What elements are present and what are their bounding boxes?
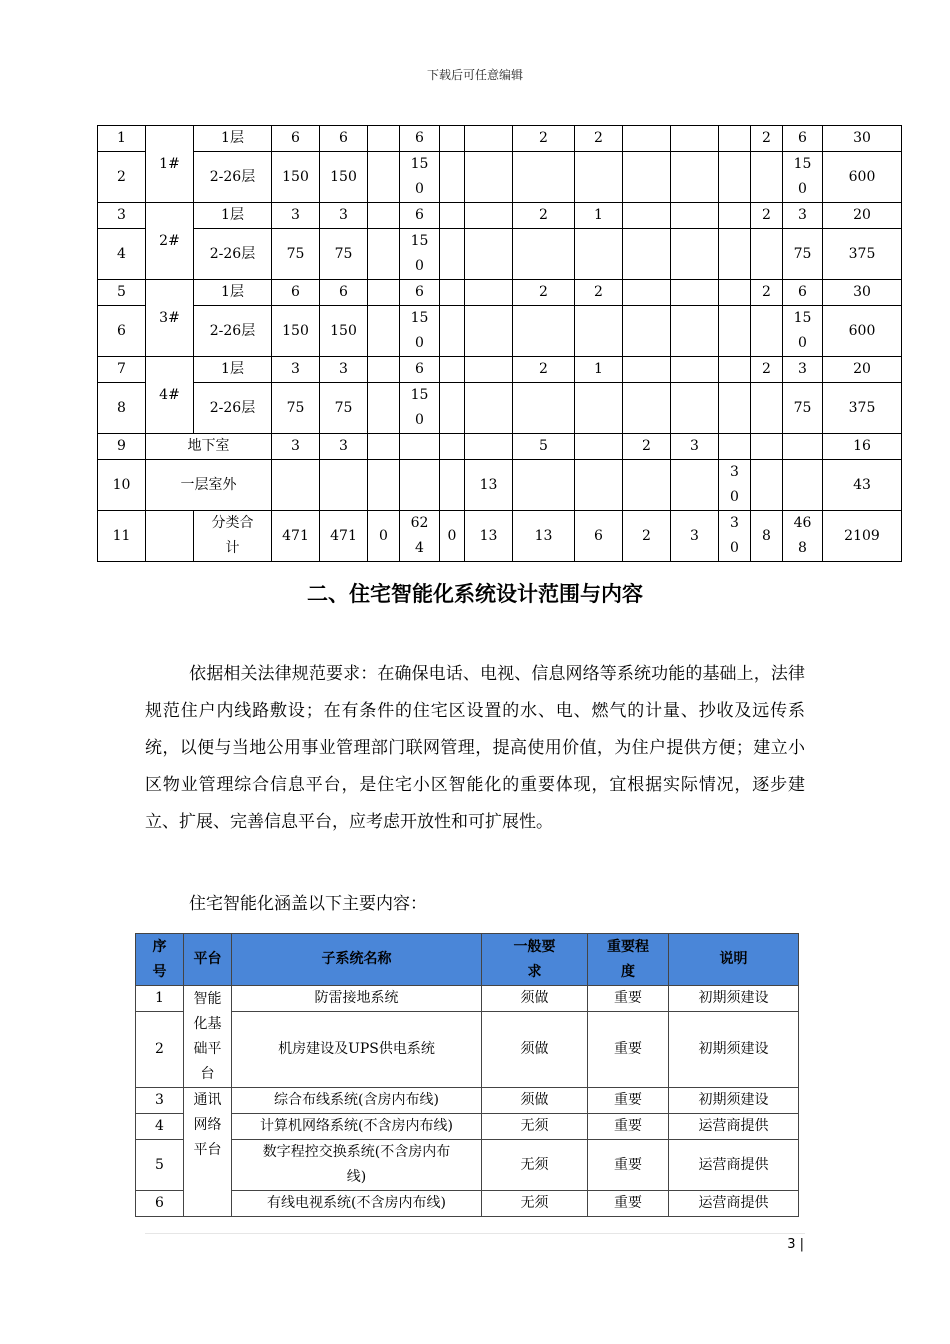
count-cell bbox=[465, 357, 513, 383]
count-cell: 6 bbox=[272, 126, 320, 152]
count-cell bbox=[719, 126, 751, 152]
intro-paragraph bbox=[145, 886, 805, 923]
count-cell: 3 bbox=[320, 357, 368, 383]
footer-divider bbox=[145, 1233, 805, 1234]
count-cell: 15 0 bbox=[400, 306, 440, 357]
row-number-cell: 5 bbox=[136, 1140, 184, 1191]
importance-cell: 重要 bbox=[588, 1114, 669, 1140]
table-row bbox=[98, 306, 902, 357]
count-cell: 62 4 bbox=[400, 511, 440, 562]
count-cell: 2 bbox=[751, 203, 783, 229]
count-cell: 2 bbox=[513, 126, 575, 152]
count-cell: 3 0 bbox=[719, 511, 751, 562]
count-cell: 0 bbox=[368, 511, 400, 562]
count-cell bbox=[465, 383, 513, 434]
count-cell: 13 bbox=[465, 511, 513, 562]
requirement-cell: 须做 bbox=[482, 986, 588, 1012]
count-cell bbox=[751, 306, 783, 357]
count-cell bbox=[623, 203, 671, 229]
count-cell bbox=[465, 229, 513, 280]
count-cell bbox=[575, 229, 623, 280]
subsystem-name-cell: 有线电视系统(不含房内布线) bbox=[232, 1191, 482, 1217]
total-cell: 30 bbox=[823, 280, 902, 306]
column-header: 平台 bbox=[184, 934, 232, 986]
count-cell bbox=[368, 357, 400, 383]
count-cell: 6 bbox=[400, 203, 440, 229]
count-cell: 2 bbox=[513, 280, 575, 306]
count-cell bbox=[400, 434, 440, 460]
table-row bbox=[98, 460, 902, 511]
count-cell bbox=[440, 460, 465, 511]
count-cell bbox=[465, 306, 513, 357]
count-cell bbox=[671, 229, 719, 280]
count-cell bbox=[440, 434, 465, 460]
count-cell: 2 bbox=[575, 126, 623, 152]
count-cell: 0 bbox=[440, 511, 465, 562]
count-cell bbox=[368, 229, 400, 280]
floor-cell: 1层 bbox=[194, 280, 272, 306]
note-cell: 运营商提供 bbox=[669, 1191, 799, 1217]
count-cell bbox=[623, 152, 671, 203]
count-cell: 2 bbox=[623, 511, 671, 562]
count-cell bbox=[368, 203, 400, 229]
count-cell: 3 bbox=[272, 203, 320, 229]
row-number-cell: 8 bbox=[98, 383, 146, 434]
count-cell bbox=[719, 152, 751, 203]
count-cell: 6 bbox=[575, 511, 623, 562]
row-number-cell: 5 bbox=[98, 280, 146, 306]
count-cell bbox=[513, 152, 575, 203]
count-cell bbox=[440, 357, 465, 383]
count-cell bbox=[671, 203, 719, 229]
count-cell bbox=[671, 126, 719, 152]
table-row bbox=[136, 1191, 799, 1217]
count-cell: 75 bbox=[272, 383, 320, 434]
paragraph-text: 住宅智能化涵盖以下主要内容： bbox=[189, 894, 427, 914]
total-cell: 20 bbox=[823, 357, 902, 383]
count-cell: 3 bbox=[272, 434, 320, 460]
row-number-cell: 4 bbox=[136, 1114, 184, 1140]
body-paragraph bbox=[145, 656, 805, 841]
equipment-count-table bbox=[97, 125, 902, 562]
floor-cell: 1层 bbox=[194, 203, 272, 229]
total-cell: 2109 bbox=[823, 511, 902, 562]
total-cell: 20 bbox=[823, 203, 902, 229]
count-cell: 15 0 bbox=[400, 383, 440, 434]
column-header: 重要程 度 bbox=[588, 934, 669, 986]
count-cell bbox=[272, 460, 320, 511]
count-cell bbox=[513, 229, 575, 280]
table-row bbox=[98, 152, 902, 203]
count-cell: 75 bbox=[272, 229, 320, 280]
table-row bbox=[98, 280, 902, 306]
count-cell: 46 8 bbox=[783, 511, 823, 562]
subsystem-name-cell: 综合布线系统(含房内布线) bbox=[232, 1088, 482, 1114]
count-cell: 2 bbox=[751, 280, 783, 306]
count-cell bbox=[368, 126, 400, 152]
row-number-cell: 7 bbox=[98, 357, 146, 383]
count-cell: 6 bbox=[320, 280, 368, 306]
count-cell bbox=[513, 460, 575, 511]
count-cell bbox=[751, 229, 783, 280]
subsystem-table bbox=[135, 933, 799, 1217]
count-cell: 6 bbox=[783, 126, 823, 152]
count-cell bbox=[465, 434, 513, 460]
count-cell bbox=[751, 383, 783, 434]
count-cell bbox=[623, 357, 671, 383]
note-cell: 运营商提供 bbox=[669, 1140, 799, 1191]
total-cell: 43 bbox=[823, 460, 902, 511]
count-cell: 15 0 bbox=[783, 306, 823, 357]
note-cell: 初期须建设 bbox=[669, 986, 799, 1012]
count-cell bbox=[623, 126, 671, 152]
row-number-cell: 6 bbox=[136, 1191, 184, 1217]
note-cell: 运营商提供 bbox=[669, 1114, 799, 1140]
count-cell bbox=[513, 306, 575, 357]
table-row bbox=[98, 383, 902, 434]
count-cell: 6 bbox=[400, 126, 440, 152]
floor-cell: 1层 bbox=[194, 126, 272, 152]
row-number-cell: 1 bbox=[136, 986, 184, 1012]
importance-cell: 重要 bbox=[588, 986, 669, 1012]
requirement-cell: 无须 bbox=[482, 1114, 588, 1140]
count-cell bbox=[465, 203, 513, 229]
count-cell: 3 bbox=[783, 203, 823, 229]
subsystem-name-cell: 防雷接地系统 bbox=[232, 986, 482, 1012]
subsystem-name-cell: 计算机网络系统(不含房内布线) bbox=[232, 1114, 482, 1140]
importance-cell: 重要 bbox=[588, 1088, 669, 1114]
column-header: 一般要 求 bbox=[482, 934, 588, 986]
importance-cell: 重要 bbox=[588, 1191, 669, 1217]
table-row bbox=[98, 357, 902, 383]
count-cell: 3 bbox=[671, 434, 719, 460]
table-header-row bbox=[136, 934, 799, 986]
count-cell bbox=[400, 460, 440, 511]
building-cell: 2# bbox=[146, 203, 194, 280]
count-cell bbox=[440, 152, 465, 203]
location-cell: 地下室 bbox=[146, 434, 272, 460]
count-cell: 471 bbox=[272, 511, 320, 562]
count-cell: 5 bbox=[513, 434, 575, 460]
count-cell bbox=[368, 434, 400, 460]
total-cell: 375 bbox=[823, 383, 902, 434]
column-header: 序 号 bbox=[136, 934, 184, 986]
count-cell bbox=[671, 383, 719, 434]
table-row bbox=[136, 1012, 799, 1088]
count-cell bbox=[623, 383, 671, 434]
count-cell: 6 bbox=[783, 280, 823, 306]
count-cell bbox=[440, 280, 465, 306]
floor-cell: 2-26层 bbox=[194, 229, 272, 280]
section-title: 二、住宅智能化系统设计范围与内容 bbox=[307, 582, 643, 606]
location-cell: 一层室外 bbox=[146, 460, 272, 511]
count-cell: 6 bbox=[320, 126, 368, 152]
count-cell bbox=[783, 460, 823, 511]
count-cell bbox=[368, 460, 400, 511]
count-cell bbox=[575, 383, 623, 434]
count-cell: 6 bbox=[400, 280, 440, 306]
count-cell: 6 bbox=[400, 357, 440, 383]
count-cell bbox=[368, 306, 400, 357]
count-cell bbox=[440, 126, 465, 152]
count-cell: 150 bbox=[272, 306, 320, 357]
count-cell bbox=[719, 383, 751, 434]
count-cell bbox=[623, 280, 671, 306]
row-number-cell: 2 bbox=[136, 1012, 184, 1088]
row-number-cell: 9 bbox=[98, 434, 146, 460]
count-cell bbox=[440, 383, 465, 434]
count-cell bbox=[671, 152, 719, 203]
count-cell bbox=[751, 460, 783, 511]
count-cell: 2 bbox=[513, 357, 575, 383]
count-cell bbox=[368, 280, 400, 306]
count-cell: 3 bbox=[671, 511, 719, 562]
subsystem-name-cell: 机房建设及UPS供电系统 bbox=[232, 1012, 482, 1088]
table-row bbox=[136, 1088, 799, 1114]
count-cell: 2 bbox=[513, 203, 575, 229]
count-cell: 75 bbox=[783, 383, 823, 434]
table-row bbox=[98, 434, 902, 460]
count-cell: 3 bbox=[783, 357, 823, 383]
count-cell: 150 bbox=[272, 152, 320, 203]
count-cell bbox=[623, 229, 671, 280]
floor-cell: 2-26层 bbox=[194, 306, 272, 357]
count-cell bbox=[465, 280, 513, 306]
note-cell: 初期须建设 bbox=[669, 1088, 799, 1114]
count-cell bbox=[440, 203, 465, 229]
table-row bbox=[98, 229, 902, 280]
count-cell bbox=[783, 434, 823, 460]
count-cell bbox=[623, 460, 671, 511]
subsystem-name-cell: 数字程控交换系统(不含房内布 线) bbox=[232, 1140, 482, 1191]
count-cell bbox=[575, 460, 623, 511]
count-cell bbox=[671, 460, 719, 511]
count-cell bbox=[719, 280, 751, 306]
importance-cell: 重要 bbox=[588, 1140, 669, 1191]
total-cell: 375 bbox=[823, 229, 902, 280]
importance-cell: 重要 bbox=[588, 1012, 669, 1088]
count-cell: 13 bbox=[465, 460, 513, 511]
count-cell bbox=[320, 460, 368, 511]
count-cell: 1 bbox=[575, 203, 623, 229]
count-cell: 75 bbox=[320, 229, 368, 280]
requirement-cell: 须做 bbox=[482, 1088, 588, 1114]
count-cell: 75 bbox=[320, 383, 368, 434]
count-cell bbox=[440, 229, 465, 280]
floor-cell: 2-26层 bbox=[194, 152, 272, 203]
count-cell: 15 0 bbox=[783, 152, 823, 203]
requirement-cell: 无须 bbox=[482, 1191, 588, 1217]
count-cell bbox=[719, 203, 751, 229]
count-cell: 2 bbox=[751, 126, 783, 152]
count-cell bbox=[465, 126, 513, 152]
table-row bbox=[136, 986, 799, 1012]
count-cell bbox=[671, 357, 719, 383]
building-cell: 4# bbox=[146, 357, 194, 434]
count-cell: 75 bbox=[783, 229, 823, 280]
count-cell bbox=[465, 152, 513, 203]
row-number-cell: 11 bbox=[98, 511, 146, 562]
count-cell bbox=[440, 306, 465, 357]
table-row bbox=[98, 126, 902, 152]
table-row bbox=[136, 1140, 799, 1191]
count-cell: 150 bbox=[320, 306, 368, 357]
count-cell: 13 bbox=[513, 511, 575, 562]
row-number-cell: 3 bbox=[98, 203, 146, 229]
table-row bbox=[98, 511, 902, 562]
count-cell bbox=[368, 152, 400, 203]
count-cell: 150 bbox=[320, 152, 368, 203]
count-cell: 15 0 bbox=[400, 152, 440, 203]
row-number-cell: 4 bbox=[98, 229, 146, 280]
count-cell bbox=[719, 434, 751, 460]
count-cell bbox=[513, 383, 575, 434]
floor-cell: 1层 bbox=[194, 357, 272, 383]
total-cell: 16 bbox=[823, 434, 902, 460]
building-cell: 1# bbox=[146, 126, 194, 203]
count-cell: 1 bbox=[575, 357, 623, 383]
total-cell: 600 bbox=[823, 152, 902, 203]
count-cell: 8 bbox=[751, 511, 783, 562]
count-cell bbox=[751, 152, 783, 203]
count-cell: 15 0 bbox=[400, 229, 440, 280]
total-cell: 600 bbox=[823, 306, 902, 357]
platform-cell: 智能 化基 础平 台 bbox=[184, 986, 232, 1088]
count-cell: 3 bbox=[320, 203, 368, 229]
row-number-cell: 2 bbox=[98, 152, 146, 203]
row-number-cell: 10 bbox=[98, 460, 146, 511]
column-header: 说明 bbox=[669, 934, 799, 986]
count-cell: 3 0 bbox=[719, 460, 751, 511]
requirement-cell: 须做 bbox=[482, 1012, 588, 1088]
count-cell: 3 bbox=[320, 434, 368, 460]
count-cell bbox=[575, 152, 623, 203]
count-cell: 3 bbox=[272, 357, 320, 383]
row-number-cell: 1 bbox=[98, 126, 146, 152]
table-row bbox=[136, 1114, 799, 1140]
page-number: 3 | bbox=[787, 1237, 804, 1252]
building-cell: 3# bbox=[146, 280, 194, 357]
floor-cell: 分类合 计 bbox=[194, 511, 272, 562]
count-cell bbox=[671, 306, 719, 357]
count-cell bbox=[575, 306, 623, 357]
total-cell: 30 bbox=[823, 126, 902, 152]
platform-cell: 通讯 网络 平台 bbox=[184, 1088, 232, 1217]
count-cell bbox=[719, 229, 751, 280]
table-row bbox=[98, 203, 902, 229]
page-header: 下载后可任意编辑 bbox=[426, 68, 523, 82]
requirement-cell: 无须 bbox=[482, 1140, 588, 1191]
paragraph-text: 依据相关法律规范要求：在确保电话、电视、信息网络等系统功能的基础上，法律规范住户内线路敷设；在有条件的住宅区设置的水、电、燃气的计量、抄收及远传系统，以便与当地公用事业管理部门联网管理，提高使用价值，为住户提供方便；建立小区物业管理综合信息平台，是住宅小区智能化的重要体现，宜根据实际情况，逐步建立、扩展、完善信息平台，应考虑开放性和可扩展性。 bbox=[145, 664, 805, 832]
count-cell: 2 bbox=[751, 357, 783, 383]
floor-cell: 2-26层 bbox=[194, 383, 272, 434]
row-number-cell: 6 bbox=[98, 306, 146, 357]
building-cell bbox=[146, 511, 194, 562]
count-cell bbox=[671, 280, 719, 306]
count-cell bbox=[623, 306, 671, 357]
column-header: 子系统名称 bbox=[232, 934, 482, 986]
count-cell bbox=[719, 306, 751, 357]
count-cell bbox=[368, 383, 400, 434]
count-cell bbox=[751, 434, 783, 460]
count-cell: 6 bbox=[272, 280, 320, 306]
count-cell: 2 bbox=[575, 280, 623, 306]
row-number-cell: 3 bbox=[136, 1088, 184, 1114]
count-cell bbox=[719, 357, 751, 383]
count-cell bbox=[575, 434, 623, 460]
note-cell: 初期须建设 bbox=[669, 1012, 799, 1088]
count-cell: 471 bbox=[320, 511, 368, 562]
count-cell: 2 bbox=[623, 434, 671, 460]
